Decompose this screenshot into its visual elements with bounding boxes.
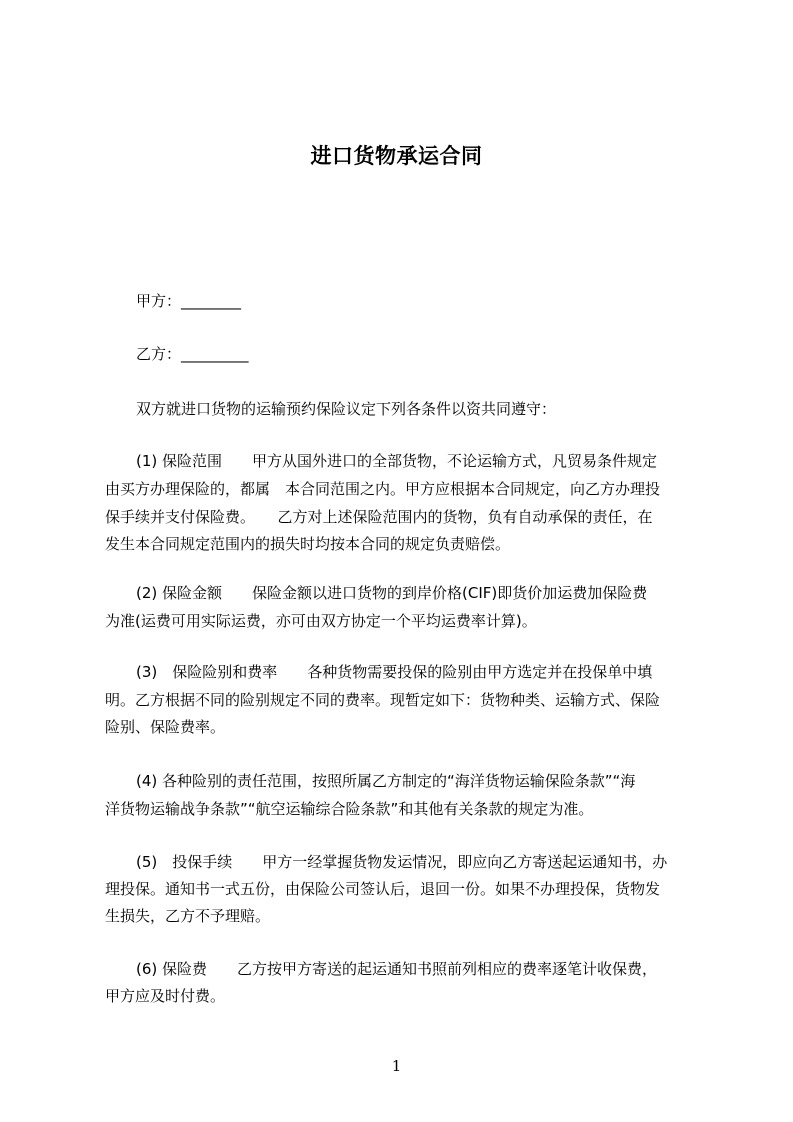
clause-5-line-1: (5) 投保手续 甲方一经掌握货物发运情况，即应向乙方寄送起运通知书，办	[136, 853, 668, 871]
page-number: 1	[391, 1057, 402, 1075]
clause-6-line-2: 甲方应及时付费。	[105, 987, 226, 1005]
clause-2-line-2: 为准(运费可用实际运费，亦可由双方协定一个平均运费率计算)。	[105, 612, 537, 630]
clause-5-line-2: 理投保。通知书一式五份，由保险公司签认后，退回一份。如果不办理投保，货物发	[105, 880, 661, 898]
clause-1-line-3: 保手续并支付保险费。 乙方对上述保险范围内的货物，负有自动承保的责任，在	[105, 508, 653, 526]
party-b-line: 乙方：_________	[136, 345, 249, 363]
party-a-line: 甲方：________	[136, 292, 242, 310]
clause-3-line-3: 险别、保险费率。	[105, 718, 226, 736]
intro-paragraph: 双方就进口货物的运输预约保险议定下列各条件以资共同遵守：	[136, 400, 557, 418]
clause-1-line-4: 发生本合同规定范围内的损失时均按本合同的规定负责赔偿。	[105, 535, 511, 553]
clause-1-line-1: (1) 保险范围 甲方从国外进口的全部货物，不论运输方式，凡贸易条件规定	[136, 452, 658, 470]
clause-4-line-1: (4) 各种险别的责任范围，按照所属乙方制定的“海洋货物运输保险条款”“海	[136, 772, 636, 790]
clause-2-line-1: (2) 保险金额 保险金额以进口货物的到岸价格(CIF)即货价加运费加保险费	[136, 584, 648, 602]
clause-3-line-2: 明。乙方根据不同的险别规定不同的费率。现暂定如下：货物种类、运输方式、保险	[105, 691, 661, 709]
clause-1-line-2: 由买方办理保险的，都属 本合同范围之内。甲方应根据本合同规定，向乙方办理投	[105, 480, 661, 498]
clause-3-line-1: (3) 保险险别和费率 各种货物需要投保的险别由甲方选定并在投保单中填	[136, 663, 653, 681]
clause-4-line-2: 洋货物运输战争条款”“航空运输综合险条款”和其他有关条款的规定为准。	[105, 800, 594, 818]
clause-6-line-1: (6) 保险费 乙方按甲方寄送的起运通知书照前列相应的费率逐笔计收保费，	[136, 960, 658, 978]
document-title: 进口货物承运合同	[310, 144, 483, 168]
clause-5-line-3: 生损失，乙方不予理赔。	[105, 907, 271, 925]
